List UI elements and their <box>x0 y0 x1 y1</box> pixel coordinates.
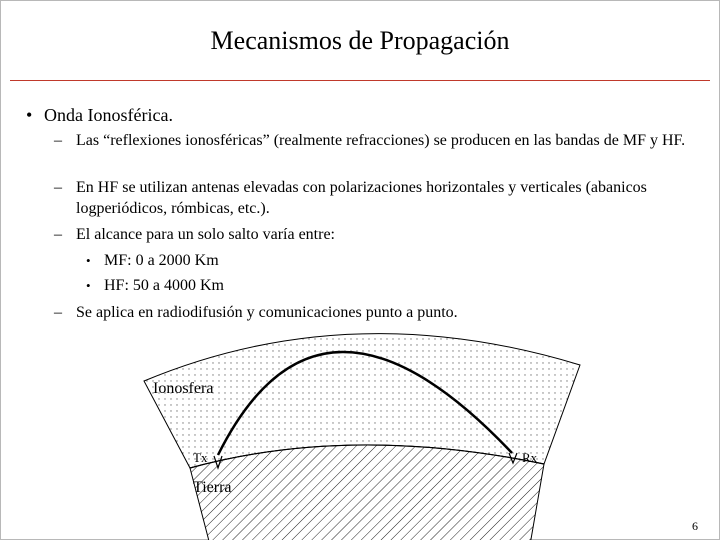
range-text: HF: 50 a 4000 Km <box>104 277 224 294</box>
subbullet-text: El alcance para un solo salto varía entre: <box>76 226 335 243</box>
tx-label: Tx <box>193 450 208 465</box>
subbullet-text: En HF se utilizan antenas elevadas con polarizaciones horizontales y verticales (abanicos logperiódicos, rómbicas, etc.). <box>76 179 647 217</box>
range-text: MF: 0 a 2000 Km <box>104 252 219 269</box>
bullet-icon: • <box>26 105 33 125</box>
subbullet-text: Las “reflexiones ionosféricas” (realmente refracciones) se producen en las bandas de MF y HF. <box>76 132 686 149</box>
rx-label: Rx <box>522 450 538 465</box>
dash-icon: – <box>54 132 62 149</box>
bullet-icon: • <box>86 278 91 293</box>
dash-icon: – <box>54 226 62 243</box>
dash-icon: – <box>54 304 62 321</box>
bullet-icon: • <box>86 253 91 268</box>
ionosphere-label: Ionosfera <box>153 380 214 397</box>
page-number: 6 <box>692 519 698 533</box>
bullet-text: Onda Ionosférica. <box>44 105 173 125</box>
earth-label: Tierra <box>193 479 232 496</box>
slide-title: Mecanismos de Propagación <box>210 26 510 55</box>
subbullet-text: Se aplica en radiodifusión y comunicaciones punto a punto. <box>76 304 458 321</box>
dash-icon: – <box>54 179 62 196</box>
earth-body <box>190 445 544 540</box>
